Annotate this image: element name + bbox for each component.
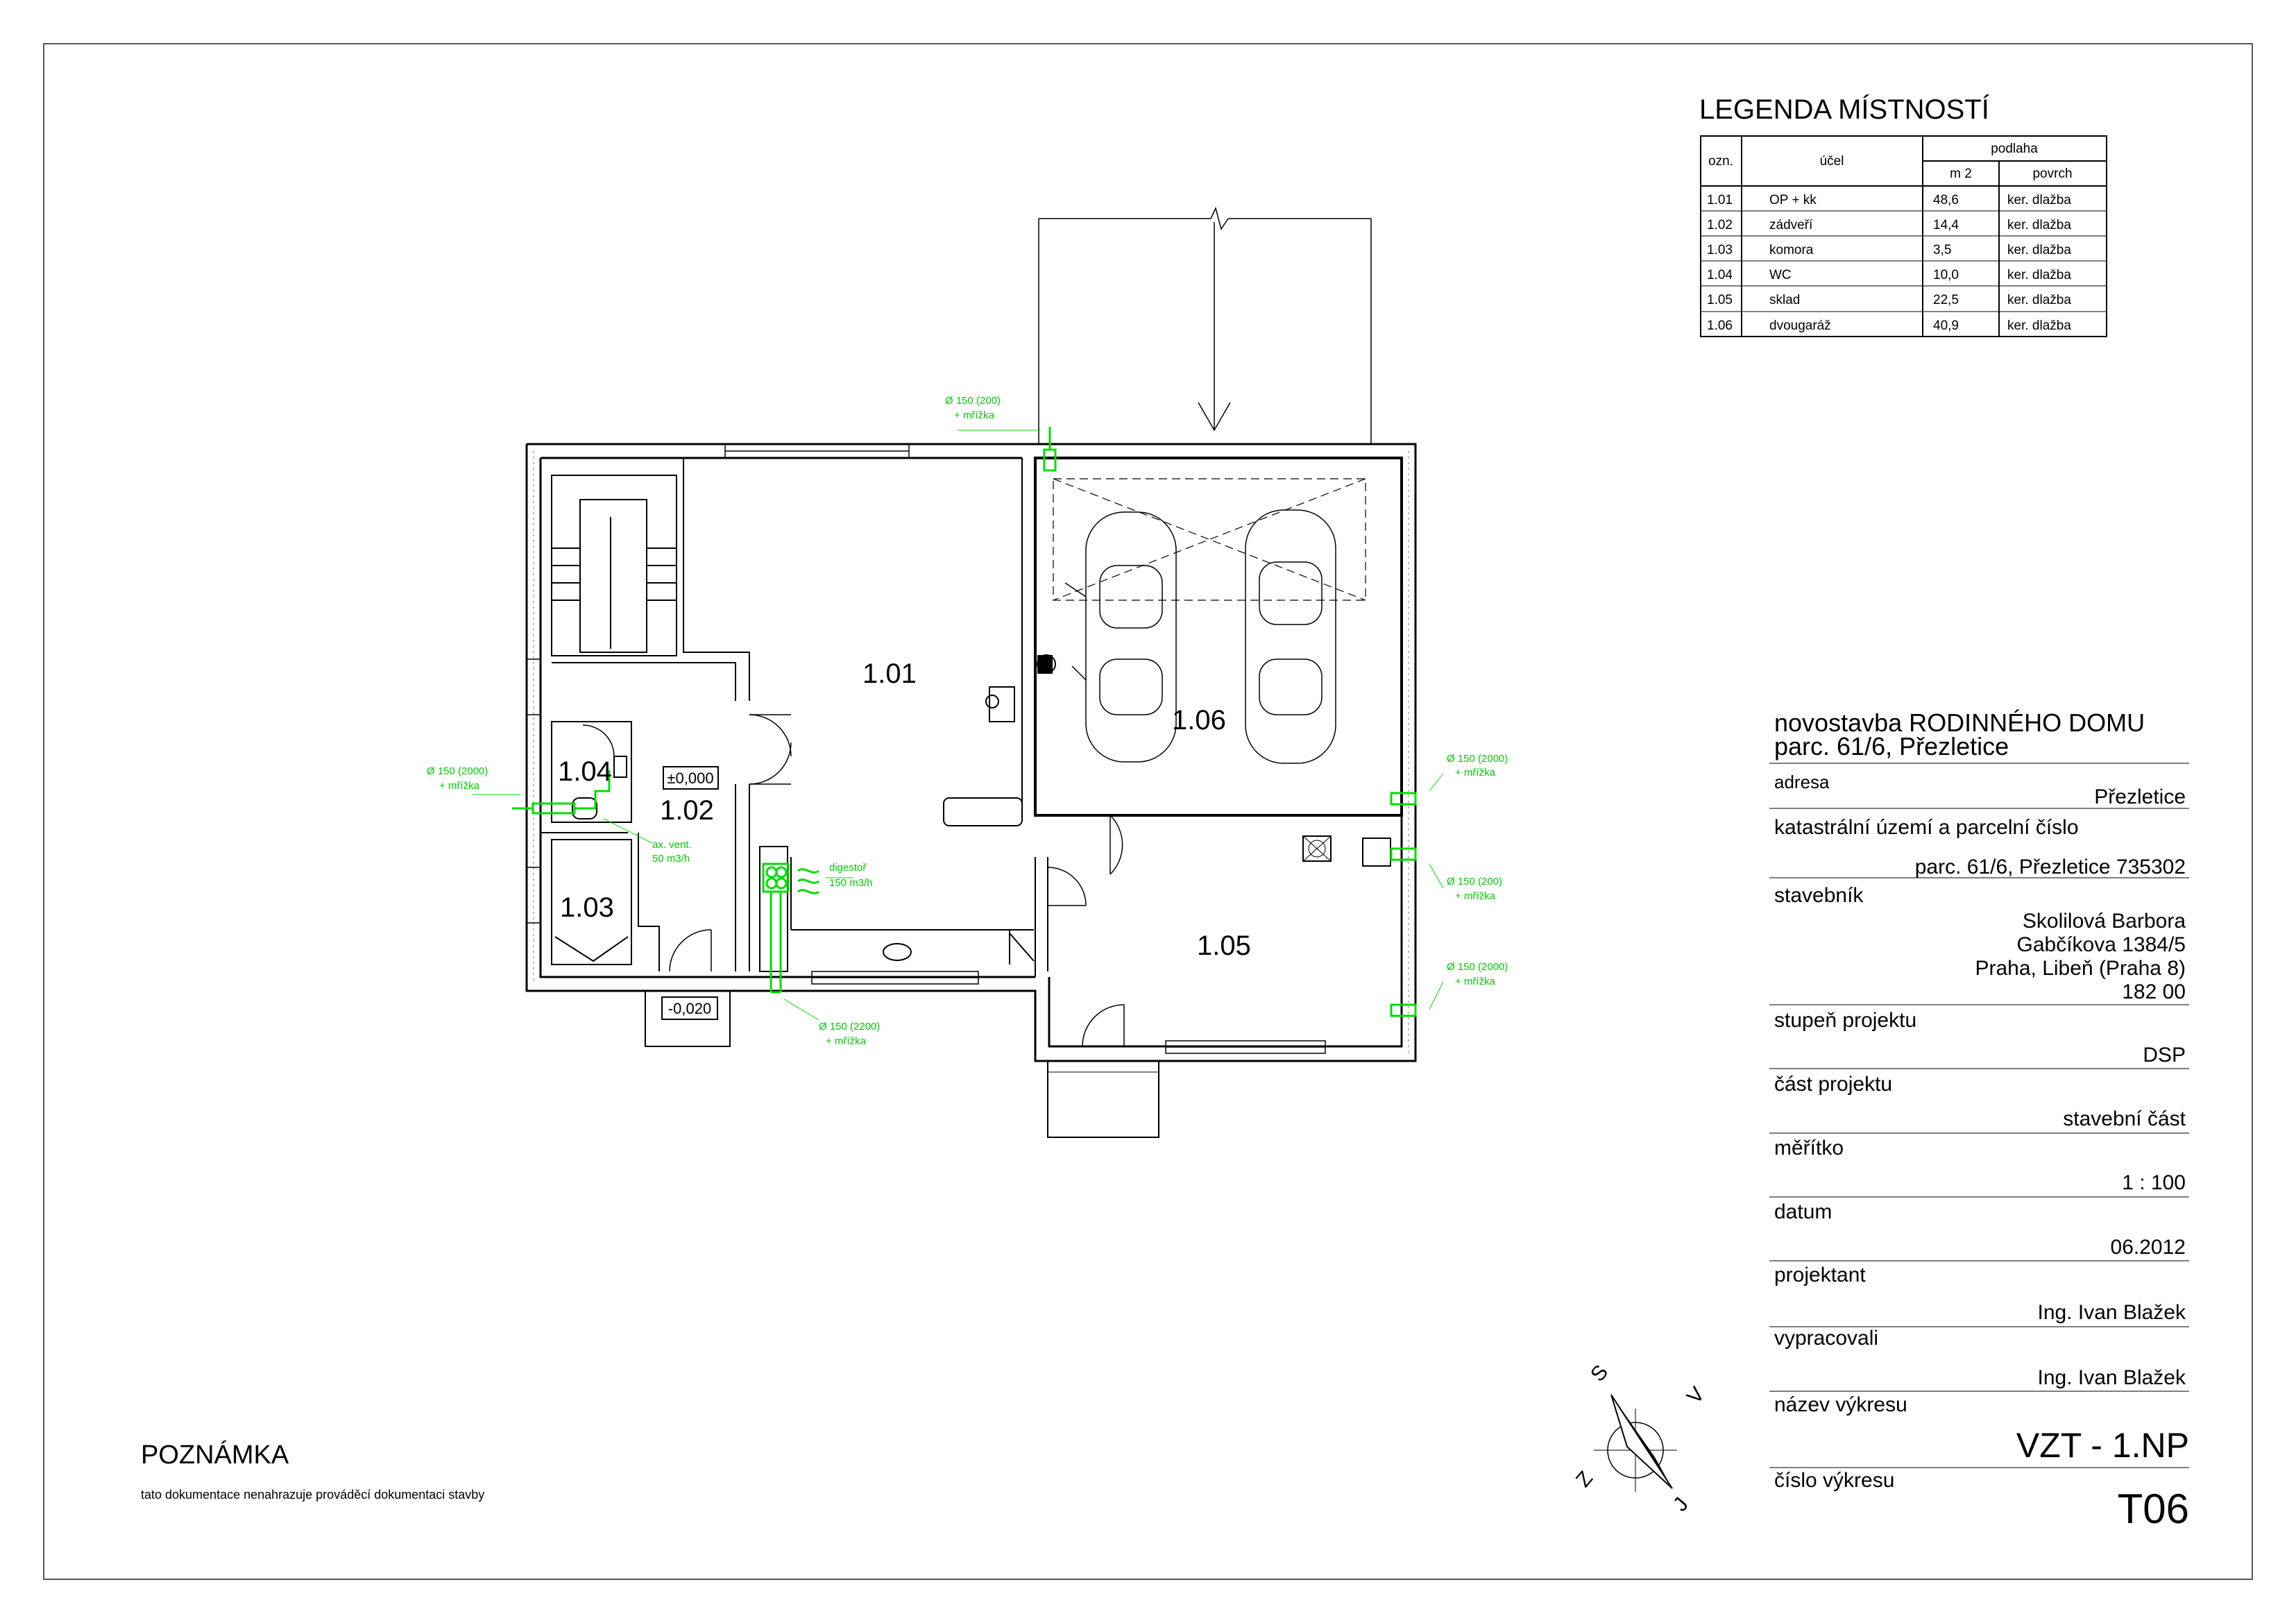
level-main: ±0,000: [667, 770, 714, 787]
drawn-label: vypracovali: [1774, 1327, 1879, 1350]
legend-code: 1.06: [1707, 318, 1733, 333]
investor-street: Gabčíkova 1384/5: [2016, 933, 2186, 956]
legend-room: komora: [1769, 243, 1814, 257]
ventilation: [472, 427, 1443, 1020]
legend-header-floor: podlaha: [1991, 142, 2038, 156]
drawing-number-label: číslo výkresu: [1774, 1469, 1895, 1492]
legend-area: 3,5: [1933, 243, 1952, 257]
room-label-1-02: 1.02: [660, 795, 714, 826]
legend-room: OP + kk: [1769, 193, 1817, 207]
stage-label: stupeň projektu: [1774, 1009, 1917, 1032]
vent-label: Ø 150 (200): [945, 395, 1001, 407]
level-entry: -0,020: [667, 1000, 712, 1017]
legend-area: 14,4: [1933, 218, 1959, 232]
legend-surface: ker. dlažba: [2007, 293, 2071, 307]
note-title: POZNÁMKA: [141, 1441, 289, 1470]
vent-label: + mřížka: [826, 1035, 866, 1047]
address-label: adresa: [1774, 772, 1830, 792]
drawing-number-value: T06: [2117, 1486, 2189, 1532]
legend-title: LEGENDA MÍSTNOSTÍ: [1699, 94, 1989, 125]
room-legend: [1699, 94, 2107, 337]
part-value: stavební část: [2063, 1107, 2186, 1130]
room-label-1-04: 1.04: [558, 756, 612, 787]
legend-row: [1707, 318, 2071, 333]
compass-east: V: [1683, 1382, 1710, 1409]
part-label: část projektu: [1774, 1073, 1893, 1096]
investor-name: Skolilová Barbora: [2022, 910, 2186, 933]
room-label-1-01: 1.01: [862, 658, 917, 689]
legend-area: 40,9: [1933, 318, 1959, 333]
date-value: 06.2012: [2110, 1236, 2186, 1259]
legend-area: 10,0: [1933, 268, 1959, 282]
legend-code: 1.03: [1707, 243, 1733, 257]
legend-row: [1707, 268, 2071, 282]
north-arrow: [1572, 1361, 1709, 1516]
vent-label: 150 m3/h: [829, 877, 873, 889]
vent-label: Ø 150 (2000): [1447, 753, 1508, 765]
legend-area: 48,6: [1933, 193, 1959, 207]
investor-label: stavebník: [1774, 884, 1864, 907]
date-label: datum: [1774, 1200, 1832, 1223]
vent-label: + mřížka: [1455, 976, 1495, 987]
legend-row: [1707, 193, 2071, 207]
legend-header-area: m 2: [1950, 167, 1972, 181]
legend-room: zádveří: [1769, 218, 1813, 232]
note: [141, 1440, 484, 1502]
legend-code: 1.05: [1707, 293, 1733, 307]
floor-plan: [527, 208, 1415, 1137]
legend-surface: ker. dlažba: [2007, 243, 2071, 257]
legend-area: 22,5: [1933, 293, 1959, 307]
vent-label: Ø 150 (2000): [427, 765, 488, 777]
sheet-border: [44, 44, 2252, 1579]
legend-row: [1707, 218, 2071, 232]
staircase: [552, 475, 677, 656]
title-block: [1769, 708, 2189, 1532]
room-label-1-03: 1.03: [560, 892, 614, 923]
outer-walls: [527, 444, 1415, 1061]
vent-label: Ø 150 (200): [1447, 876, 1503, 887]
vent-label: + mřížka: [1455, 767, 1495, 779]
scale-value: 1 : 100: [2122, 1171, 2186, 1194]
investor-zip: 182 00: [2122, 980, 2186, 1003]
legend-room: dvougaráž: [1769, 318, 1831, 333]
legend-room: sklad: [1769, 293, 1801, 307]
legend-header-code: ozn.: [1708, 154, 1733, 169]
drawing-name-value: VZT - 1.NP: [2016, 1426, 2189, 1465]
legend-room: WC: [1769, 268, 1792, 282]
vent-label: + mřížka: [954, 409, 994, 421]
car-left: [1065, 512, 1176, 762]
legend-surface: ker. dlažba: [2007, 268, 2071, 282]
cadastre-label: katastrální území a parcelní číslo: [1774, 816, 2079, 839]
kitchen-sink: [883, 944, 911, 960]
compass-south: J: [1669, 1493, 1694, 1516]
partitions: [541, 458, 1402, 977]
cadastre-value: parc. 61/6, Přezletice 735302: [1914, 856, 2186, 878]
designer-value: Ing. Ivan Blažek: [2037, 1301, 2186, 1324]
project-subtitle: parc. 61/6, Přezletice: [1774, 732, 2009, 760]
project-title: novostavba RODINNÉHO DOMU: [1774, 708, 2145, 737]
designer-label: projektant: [1774, 1264, 1866, 1286]
vent-label: Ø 150 (2000): [1447, 961, 1508, 973]
vent-label: Ø 150 (2200): [819, 1021, 881, 1033]
legend-surface: ker. dlažba: [2007, 193, 2071, 207]
legend-header-surface: povrch: [2032, 167, 2073, 181]
vent-label: ax. vent.: [652, 839, 692, 851]
legend-row: [1707, 293, 2071, 307]
compass-west: Z: [1572, 1467, 1598, 1492]
vent-label: 50 m3/h: [652, 853, 690, 865]
vent-label: digestoř: [829, 862, 867, 874]
note-text: tato dokumentace nenahrazuje prováděcí dokumentaci stavby: [141, 1488, 485, 1502]
compass-north: S: [1586, 1360, 1613, 1386]
room-label-1-06: 1.06: [1172, 705, 1226, 736]
legend-header-purpose: účel: [1819, 154, 1844, 169]
scale-label: měřítko: [1774, 1137, 1844, 1159]
investor-city: Praha, Libeň (Praha 8): [1975, 957, 2186, 980]
vent-label: + mřížka: [439, 780, 479, 792]
legend-code: 1.01: [1707, 193, 1733, 207]
address-value: Přezletice: [2094, 785, 2186, 808]
car-right: [1245, 510, 1336, 763]
drawn-value: Ing. Ivan Blažek: [2037, 1366, 2186, 1389]
legend-surface: ker. dlažba: [2007, 218, 2071, 232]
legend-surface: ker. dlažba: [2007, 318, 2071, 333]
driveway: [1039, 208, 1371, 444]
drawing-name-label: název výkresu: [1774, 1393, 1907, 1416]
legend-row: [1707, 243, 2071, 257]
legend-code: 1.04: [1707, 268, 1733, 282]
garage: [1035, 458, 1402, 815]
room-label-1-05: 1.05: [1197, 931, 1251, 961]
stage-value: DSP: [2143, 1044, 2186, 1067]
legend-code: 1.02: [1707, 218, 1733, 232]
vent-label: + mřížka: [1455, 890, 1495, 902]
